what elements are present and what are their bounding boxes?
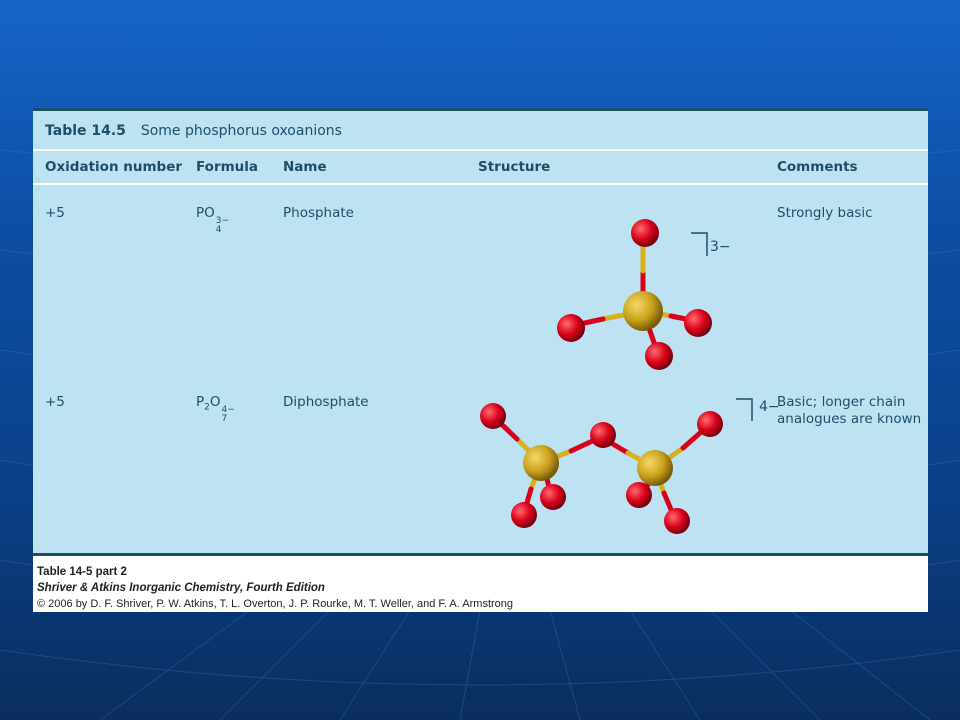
table bbox=[33, 108, 928, 556]
oxygen-atom bbox=[631, 219, 659, 247]
oxygen-atom bbox=[626, 482, 652, 508]
caption-table-part: Table 14-5 part 2 bbox=[37, 566, 127, 578]
oxygen-atom bbox=[511, 502, 537, 528]
oxygen-atom bbox=[684, 309, 712, 337]
phosphorus-atom bbox=[523, 445, 559, 481]
row1-formula: PO 3− 4 bbox=[196, 205, 230, 235]
table-caption-text: Some phosphorus oxoanions bbox=[140, 123, 342, 139]
oxygen-atom bbox=[645, 342, 673, 370]
phosphate-structure bbox=[503, 201, 731, 371]
header-oxidation: Oxidation number bbox=[45, 159, 183, 175]
header-comments: Comments bbox=[777, 159, 858, 175]
header-name: Name bbox=[283, 159, 327, 175]
oxygen-atom bbox=[664, 508, 690, 534]
table-title bbox=[45, 123, 342, 139]
row2-comment: Basic; longer chain analogues are known bbox=[777, 394, 922, 427]
caption-copyright: © 2006 by D. F. Shriver, P. W. Atkins, T. L. Overton, J. P. Rourke, M. T. Weller, and F. A. Armstrong bbox=[37, 598, 514, 610]
bracket bbox=[736, 399, 752, 421]
bracket bbox=[691, 233, 707, 256]
table-figure bbox=[33, 108, 928, 612]
phosphorus-atom bbox=[637, 450, 673, 486]
table-number: Table 14.5 bbox=[45, 123, 126, 139]
divider bbox=[33, 149, 928, 151]
header-formula: Formula bbox=[196, 159, 259, 175]
charge-label: 3− bbox=[710, 239, 731, 255]
row2-formula: $P_2O$ 4− 7 bbox=[196, 394, 235, 424]
divider bbox=[33, 183, 928, 185]
oxygen-atom bbox=[557, 314, 585, 342]
oxygen-atom bbox=[590, 422, 616, 448]
row2-charge-label: 4− bbox=[759, 399, 780, 415]
caption-book-title: Shriver & Atkins Inorganic Chemistry, Fourth Edition bbox=[37, 582, 325, 594]
oxygen-atom bbox=[697, 411, 723, 437]
row1-oxidation: +5 bbox=[45, 205, 65, 221]
row1-comment: Strongly basic bbox=[777, 205, 873, 221]
oxygen-atom bbox=[480, 403, 506, 429]
row2-name: Diphosphate bbox=[283, 394, 369, 410]
header-structure: Structure bbox=[478, 159, 551, 175]
row2-oxidation: +5 bbox=[45, 394, 65, 410]
oxygen-atom bbox=[540, 484, 566, 510]
row1-name: Phosphate bbox=[283, 205, 354, 221]
diphosphate-structure bbox=[473, 391, 743, 541]
phosphorus-atom bbox=[623, 291, 663, 331]
